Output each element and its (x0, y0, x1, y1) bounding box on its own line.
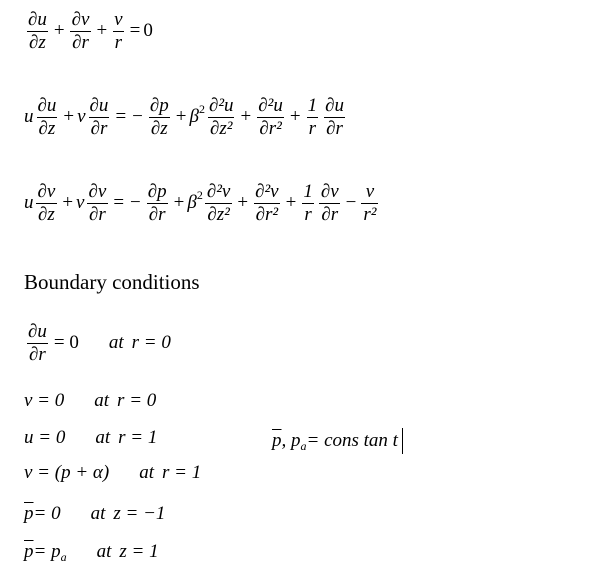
boundary-condition: v = 0 at r = 0 (24, 390, 157, 411)
momentum-r-equation: u $\frac{\partial v}{\partial z}$ + v $\frac{\partial v}{\partial r}$ = − $\frac{\partial p}{\partial r}$ + β 2 $\frac{\text{∂²v}}{\text{∂z²}}$ + $\frac{\text{∂²v}}{\text{∂r²}}$ + $\frac{1}{r}$ $\frac{\partial v}{\partial r}$ − $\frac{v}{\text{r²}}$ (24, 181, 377, 225)
fraction: $\frac{\partial u}{\partial r}$ (325, 95, 344, 139)
fraction: $\frac{\partial u}{\partial z}$ (28, 9, 47, 53)
fraction: $\frac{\text{∂²v}}{\text{∂r²}}$ (255, 181, 279, 225)
fraction: $\frac{\partial v}{\partial r}$ (71, 9, 90, 53)
fraction: $\frac{\partial v}{\partial r}$ (88, 181, 107, 225)
fraction: $\frac{\partial v}{\partial r}$ (320, 181, 339, 225)
boundary-condition: $\frac{\partial u}{\partial r}$ = 0 at r = 0 (28, 321, 171, 365)
fraction: $\frac{\text{∂²v}}{\text{∂z²}}$ (206, 181, 231, 225)
fraction: $\frac{1}{r}$ (307, 95, 318, 139)
boundary-condition: v = (p + α) at r = 1 (24, 462, 202, 483)
continuity-equation: $\frac{\partial u}{\partial z}$ + $\frac{\partial v}{\partial r}$ + $\frac{v}{r}$ = 0 (28, 9, 153, 53)
fraction: $\frac{\partial u}{\partial z}$ (37, 95, 57, 139)
fraction: $\frac{\partial p}{\partial z}$ (149, 95, 169, 139)
boundary-condition: u = 0 at r = 1 (24, 427, 158, 448)
fraction: $\frac{\partial v}{\partial z}$ (37, 181, 56, 225)
fraction: $\frac{v}{r}$ (114, 9, 123, 53)
fraction: $\frac{1}{r}$ (303, 181, 313, 225)
text-cursor (402, 428, 403, 454)
fraction: $\frac{\text{∂²u}}{\text{∂r²}}$ (258, 95, 283, 139)
boundary-condition: $\overline{p}$ = p a at z = 1 (24, 541, 159, 564)
fraction: $\frac{\partial u}{\partial r}$ (28, 321, 47, 365)
momentum-z-equation: u $\frac{\partial u}{\partial z}$ + v $\frac{\partial u}{\partial r}$ = − $\frac{\partial p}{\partial z}$ + β 2 $\frac{\text{∂²u}}{\text{∂z²}}$ + $\frac{\text{∂²u}}{\text{∂r²}}$ + $\frac{1}{r}$ $\frac{\partial u}{\partial r}$ (24, 95, 344, 139)
boundary-condition: $\overline{p}$ = 0 at z = −1 (24, 503, 166, 524)
fraction: $\frac{\partial p}{\partial r}$ (147, 181, 167, 225)
fraction: $\frac{\text{∂²u}}{\text{∂z²}}$ (208, 95, 234, 139)
constant-note: $\overline{p}$ , p a = cons tan t (272, 428, 403, 454)
fraction: $\frac{\partial u}{\partial r}$ (89, 95, 109, 139)
boundary-conditions-heading: Boundary conditions (24, 270, 200, 294)
fraction: $\frac{v}{\text{r²}}$ (363, 181, 377, 225)
